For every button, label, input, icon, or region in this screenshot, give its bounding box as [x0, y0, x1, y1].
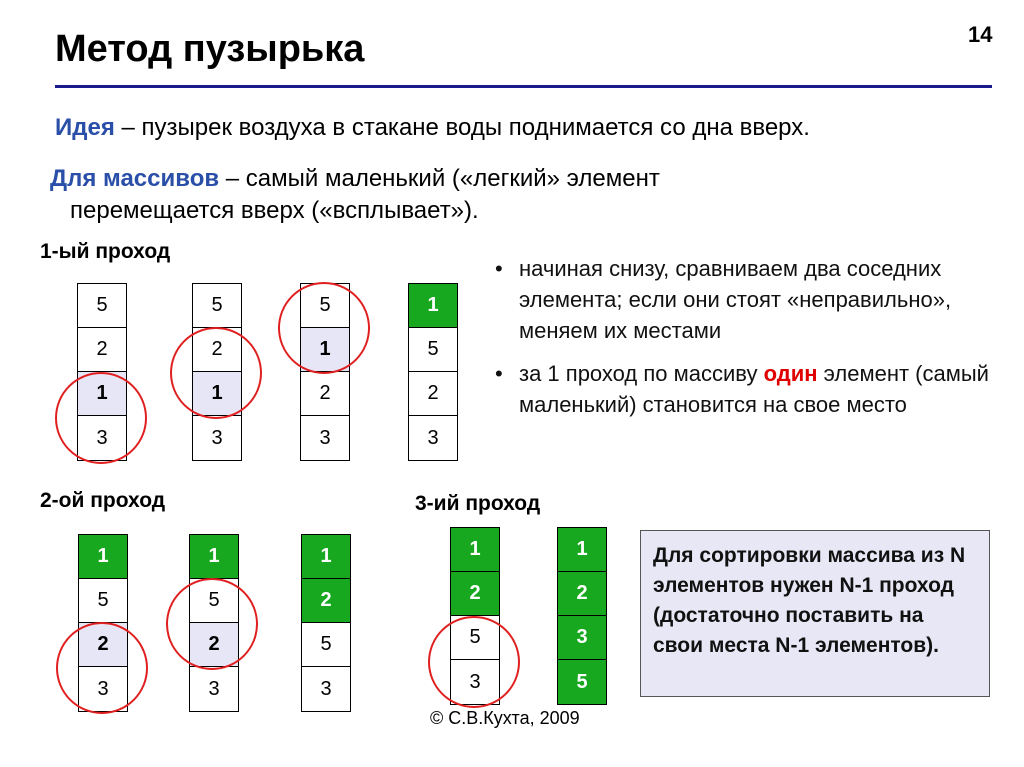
array-cell: 2: [190, 623, 238, 667]
pass1-array-4: [408, 283, 458, 461]
bullet-text: за 1 проход по массиву: [519, 361, 764, 386]
array-cell: 1: [78, 372, 126, 416]
array-cell: 3: [558, 616, 606, 660]
pass3-array-1: [450, 527, 500, 705]
arrays-paragraph: [50, 163, 660, 227]
bullet-highlight: один: [763, 361, 818, 386]
array-cell: 5: [193, 284, 241, 328]
pass2-label: 2-ой проход: [40, 489, 166, 512]
array-cell: 2: [193, 328, 241, 372]
bullet-item: [495, 253, 995, 346]
page-number: 14: [968, 22, 993, 47]
array-cell: 3: [97, 677, 109, 700]
array-cell: 1: [301, 328, 349, 372]
pass1-array-3: [300, 283, 350, 461]
array-cell: 1: [558, 528, 606, 572]
array-cell: 3: [469, 670, 481, 693]
bullet-list: [495, 253, 995, 432]
pass2-array-1: [78, 534, 128, 712]
idea-text: – пузырек воздуха в стакане воды поднимается со дна вверх.: [114, 114, 810, 141]
pass2-array-3: [301, 534, 351, 712]
array-cell: 5: [79, 579, 127, 623]
page-title: Метод пузырька: [55, 28, 365, 70]
array-cell: 3: [320, 677, 332, 700]
array-cell: 3: [427, 426, 439, 449]
bullet-dot-icon: •: [495, 256, 503, 281]
array-cell: 5: [451, 616, 499, 660]
array-cell: 1: [302, 535, 350, 579]
pass1-label: 1-ый проход: [40, 240, 171, 263]
array-cell: 2: [302, 579, 350, 623]
pass1-array-2: [192, 283, 242, 461]
arrays-line2: перемещается вверх («всплывает»).: [70, 197, 479, 224]
array-cell: 2: [451, 572, 499, 616]
array-cell: 5: [409, 328, 457, 372]
bullet-text: начиная снизу, сравниваем два соседних элемента; если они стоят «неправильно», меняем их местами: [519, 256, 952, 343]
bullet-dot-icon: •: [495, 361, 503, 386]
arrays-term: Для массивов: [50, 165, 220, 192]
pass1-array-1: [77, 283, 127, 461]
array-cell: 2: [301, 372, 349, 416]
array-cell: 5: [301, 284, 349, 328]
array-cell: 3: [208, 677, 220, 700]
array-cell: 1: [79, 535, 127, 579]
bullet-item: [495, 358, 995, 420]
copyright: © С.В.Кухта, 2009: [430, 708, 580, 728]
bullet-text: элемент (самый маленький) становится на свое место: [519, 361, 989, 417]
array-cell: 1: [190, 535, 238, 579]
pass3-label: 3-ий проход: [415, 492, 541, 515]
note-box: Для сортировки массива из N элементов нужен N-1 проход (достаточно поставить на свои места N-1 элементов).: [640, 530, 990, 697]
array-cell: 5: [78, 284, 126, 328]
pass2-array-2: [189, 534, 239, 712]
pass3-array-2: [557, 527, 607, 705]
array-cell: 2: [558, 572, 606, 616]
array-cell: 2: [409, 372, 457, 416]
arrays-line1: – самый маленький («легкий» элемент: [219, 165, 660, 192]
idea-term: Идея: [55, 114, 115, 141]
array-cell: 2: [78, 328, 126, 372]
array-cell: 2: [79, 623, 127, 667]
array-cell: 5: [558, 660, 606, 704]
array-cell: 5: [190, 579, 238, 623]
array-cell: 5: [302, 623, 350, 667]
idea-paragraph: [55, 112, 810, 144]
array-cell: 3: [96, 426, 108, 449]
array-cell: 1: [409, 284, 457, 328]
array-cell: 3: [319, 426, 331, 449]
title-rule: [55, 85, 992, 88]
array-cell: 1: [451, 528, 499, 572]
array-cell: 1: [193, 372, 241, 416]
array-cell: 3: [211, 426, 223, 449]
